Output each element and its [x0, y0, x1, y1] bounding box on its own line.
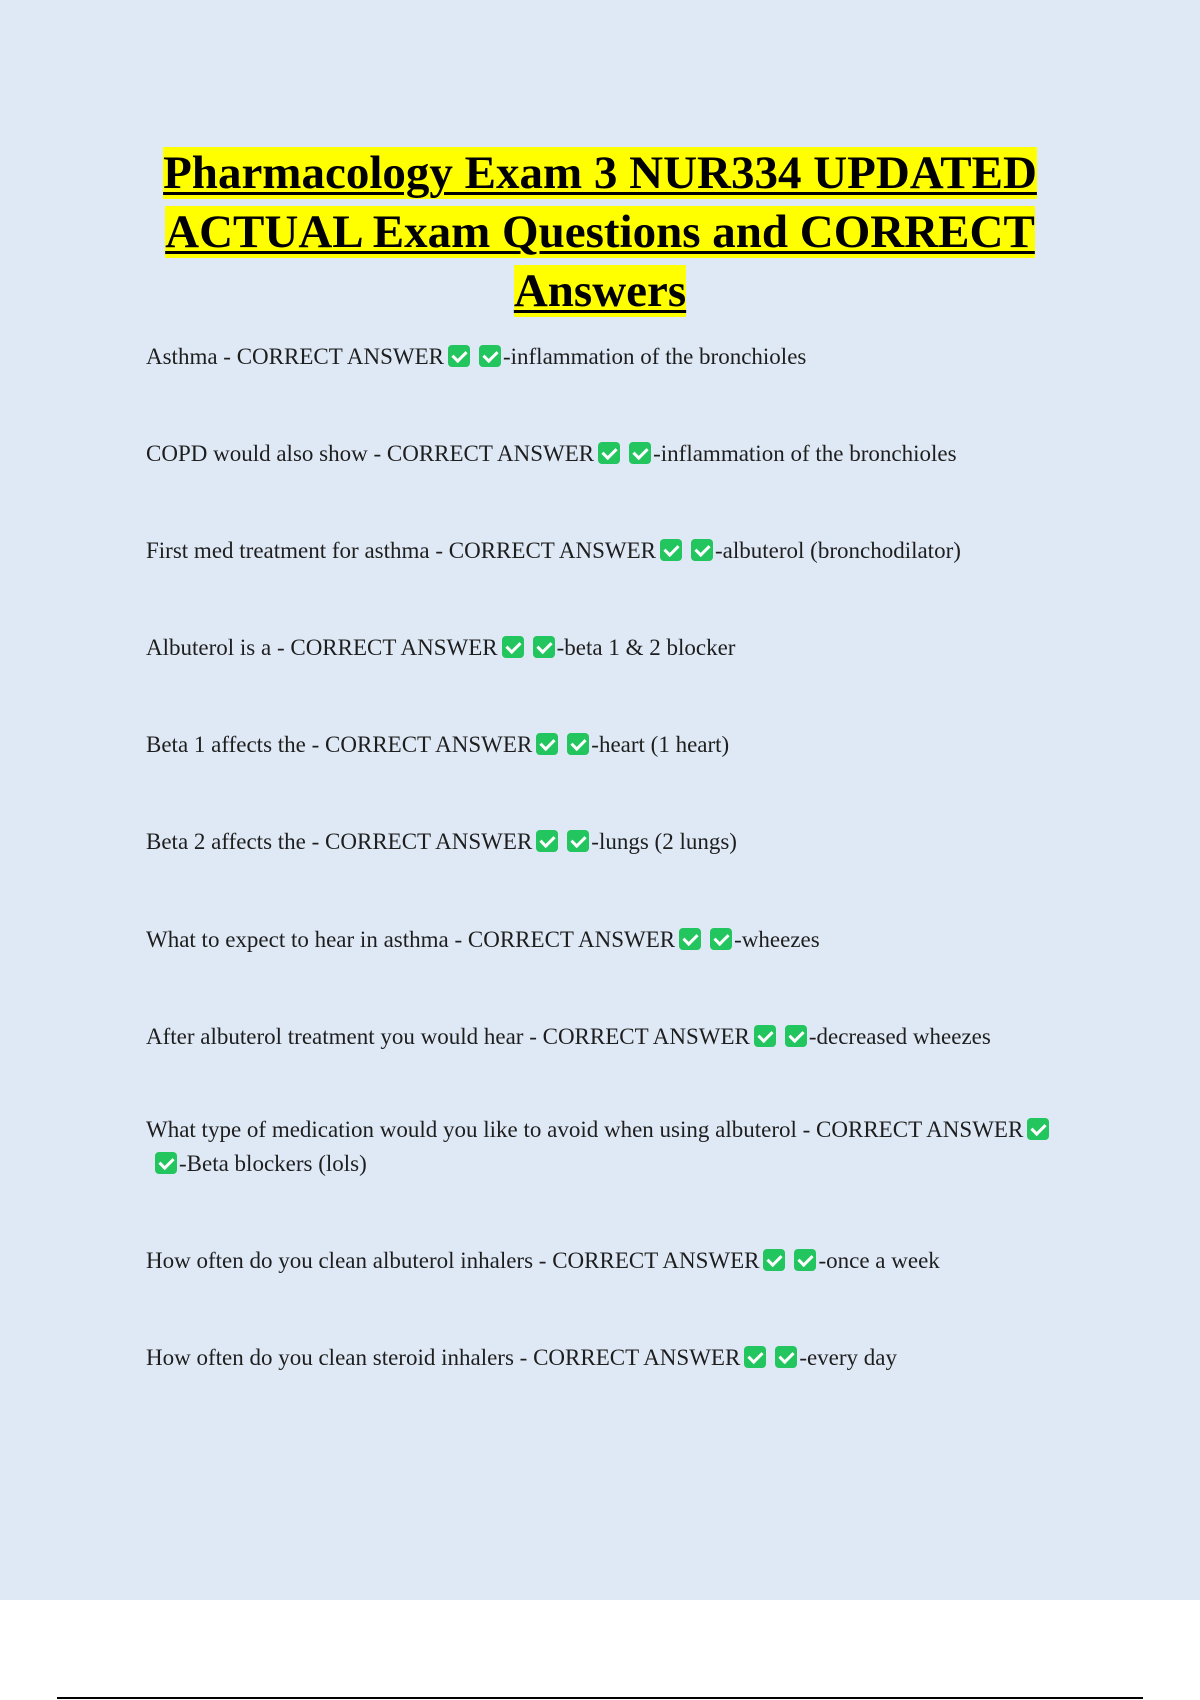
qa-item — [146, 437, 1076, 471]
answer-text: -beta 1 & 2 blocker — [556, 635, 736, 660]
answer-marker: CORRECT ANSWER — [533, 1345, 741, 1370]
answer-text: -heart (1 heart) — [591, 732, 730, 757]
answer-text: -inflammation of the bronchioles — [653, 441, 957, 466]
document-title: Pharmacology Exam 3 NUR334 UPDATED ACTUAL Exam Questions and CORRECT Answers — [163, 147, 1037, 317]
check-mark-icon — [536, 830, 558, 852]
question-text: COPD would also show - — [146, 441, 387, 466]
answer-text: -inflammation of the bronchioles — [502, 344, 807, 369]
answer-marker: CORRECT ANSWER — [448, 538, 657, 563]
answer-text: -albuterol (bronchodilator) — [715, 538, 961, 563]
check-mark-icon — [763, 1249, 785, 1271]
answer-marker: CORRECT ANSWER — [542, 1024, 750, 1049]
check-mark-icon — [533, 636, 555, 658]
qa-item — [146, 1341, 1076, 1375]
check-mark-icon — [567, 830, 589, 852]
title-block — [150, 144, 1050, 321]
qa-item — [146, 1113, 1076, 1181]
question-text: First med treatment for asthma - — [146, 538, 449, 563]
answer-text: -once a week — [818, 1248, 940, 1273]
check-mark-icon — [567, 733, 589, 755]
qa-item — [146, 631, 1076, 665]
question-text: How often do you clean steroid inhalers - — [146, 1345, 534, 1370]
qa-item — [146, 1020, 1076, 1054]
answer-marker: CORRECT ANSWER — [290, 635, 498, 660]
answer-marker: CORRECT ANSWER — [236, 344, 444, 369]
check-mark-icon — [679, 928, 701, 950]
check-mark-icon — [775, 1346, 797, 1368]
question-text: Beta 2 affects the - — [146, 829, 326, 854]
answer-marker: CORRECT ANSWER — [386, 441, 595, 466]
question-text: How often do you clean albuterol inhalers - — [146, 1248, 553, 1273]
check-mark-icon — [660, 539, 682, 561]
answer-marker: CORRECT ANSWER — [325, 829, 533, 854]
answer-text: -wheezes — [734, 927, 820, 952]
answer-text: -Beta blockers (lols) — [179, 1151, 367, 1176]
check-mark-icon — [155, 1152, 177, 1174]
check-mark-icon — [598, 442, 620, 464]
question-text: What to expect to hear in asthma - — [146, 927, 468, 952]
check-mark-icon — [536, 733, 558, 755]
answer-text: -every day — [799, 1345, 898, 1370]
answer-marker: CORRECT ANSWER — [467, 927, 676, 952]
check-mark-icon — [785, 1025, 807, 1047]
question-text: Asthma - — [146, 344, 237, 369]
check-mark-icon — [629, 442, 651, 464]
answer-text: -lungs (2 lungs) — [591, 829, 737, 854]
question-text: What type of medication would you like to avoid when using albuterol - — [146, 1117, 817, 1142]
check-mark-icon — [710, 928, 732, 950]
check-mark-icon — [502, 636, 524, 658]
footer-divider — [57, 1697, 1143, 1699]
qa-item — [146, 534, 1076, 568]
qa-item — [146, 1244, 1076, 1278]
answer-marker: CORRECT ANSWER — [325, 732, 533, 757]
check-mark-icon — [448, 345, 470, 367]
check-mark-icon — [1027, 1118, 1049, 1140]
check-mark-icon — [479, 345, 501, 367]
answer-text: -decreased wheezes — [808, 1024, 991, 1049]
qa-item — [146, 825, 1076, 859]
question-text: After albuterol treatment you would hear - — [146, 1024, 543, 1049]
answer-marker: CORRECT ANSWER — [816, 1117, 1024, 1142]
qa-item — [146, 340, 1076, 374]
question-text: Beta 1 affects the - — [146, 732, 326, 757]
question-text: Albuterol is a - — [146, 635, 291, 660]
check-mark-icon — [754, 1025, 776, 1047]
qa-item — [146, 923, 1076, 957]
check-mark-icon — [794, 1249, 816, 1271]
answer-marker: CORRECT ANSWER — [552, 1248, 760, 1273]
check-mark-icon — [691, 539, 713, 561]
check-mark-icon — [744, 1346, 766, 1368]
qa-item — [146, 728, 1076, 762]
